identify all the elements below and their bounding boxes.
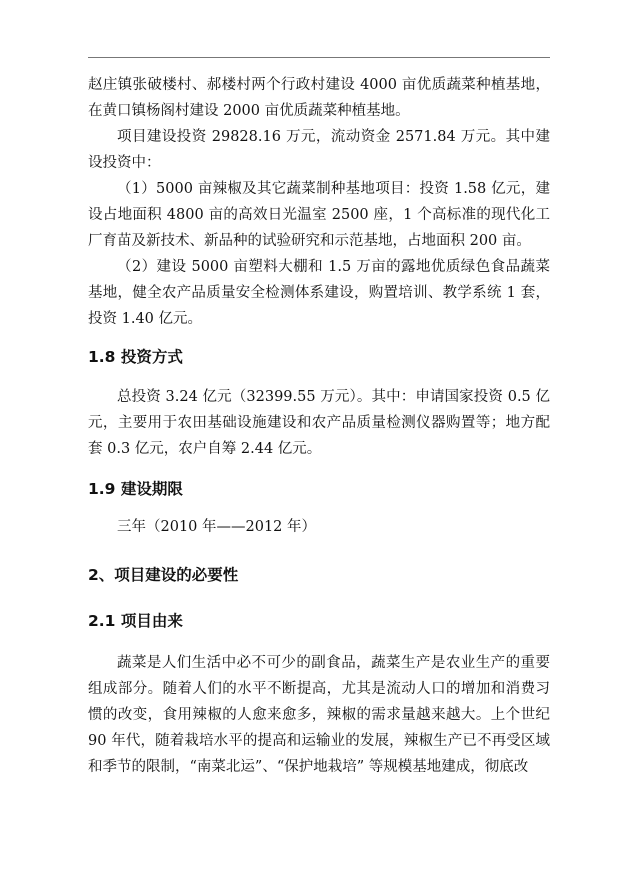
heading-project-origin: 2.1 项目由来: [88, 612, 183, 630]
paragraph-base-locations: 赵庄镇张破楼村、郝楼村两个行政村建设 4000 亩优质蔬菜种植基地，在黄口镇杨阁村建设 2000 亩优质蔬菜种植基地。: [88, 77, 550, 119]
heading-necessity: 2、项目建设的必要性: [88, 566, 239, 584]
heading-investment-method: 1.8 投资方式: [88, 348, 183, 366]
paragraph-project-origin: 蔬菜是人们生活中必不可少的副食品，蔬菜生产是农业生产的重要组成部分。随着人们的水平不断提高，尤其是流动人口的增加和消费习惯的改变，食用辣椒的人愈来愈多，辣椒的需求量越来越大。上个世纪 90 年代，随着栽培水平的提高和运输业的发展，辣椒生产已不再受区域和季节的限制，“南菜北运”、“保护地栽培” 等规模基地建成，彻底改: [88, 655, 550, 775]
paragraph-item-2: （2）建设 5000 亩塑料大棚和 1.5 万亩的露地优质绿色食品蔬菜基地，健全农产品质量安全检测体系建设，购置培训、教学系统 1 套，投资 1.40 亿元。: [88, 259, 550, 327]
heading-construction-period: 1.9 建设期限: [88, 480, 183, 498]
paragraph-construction-period: 三年（2010 年——2012 年）: [117, 519, 317, 535]
document-body: [88, 72, 550, 780]
header-rule: [88, 57, 550, 58]
paragraph-investment-method: 总投资 3.24 亿元（32399.55 万元）。其中：申请国家投资 0.5 亿元，主要用于农田基础设施建设和农产品质量检测仪器购置等；地方配套 0.3 亿元，农户自筹 2.44 亿元。: [88, 389, 550, 457]
paragraph-investment-summary: 项目建设投资 29828.16 万元，流动资金 2571.84 万元。其中建设投资中：: [88, 129, 550, 171]
paragraph-item-1: （1）5000 亩辣椒及其它蔬菜制种基地项目：投资 1.58 亿元，建设占地面积 4800 亩的高效日光温室 2500 座，1 个高标准的现代化工厂育苗及新技术、新品种的试验研究和示范基地，占地面积 200 亩。: [88, 181, 550, 249]
